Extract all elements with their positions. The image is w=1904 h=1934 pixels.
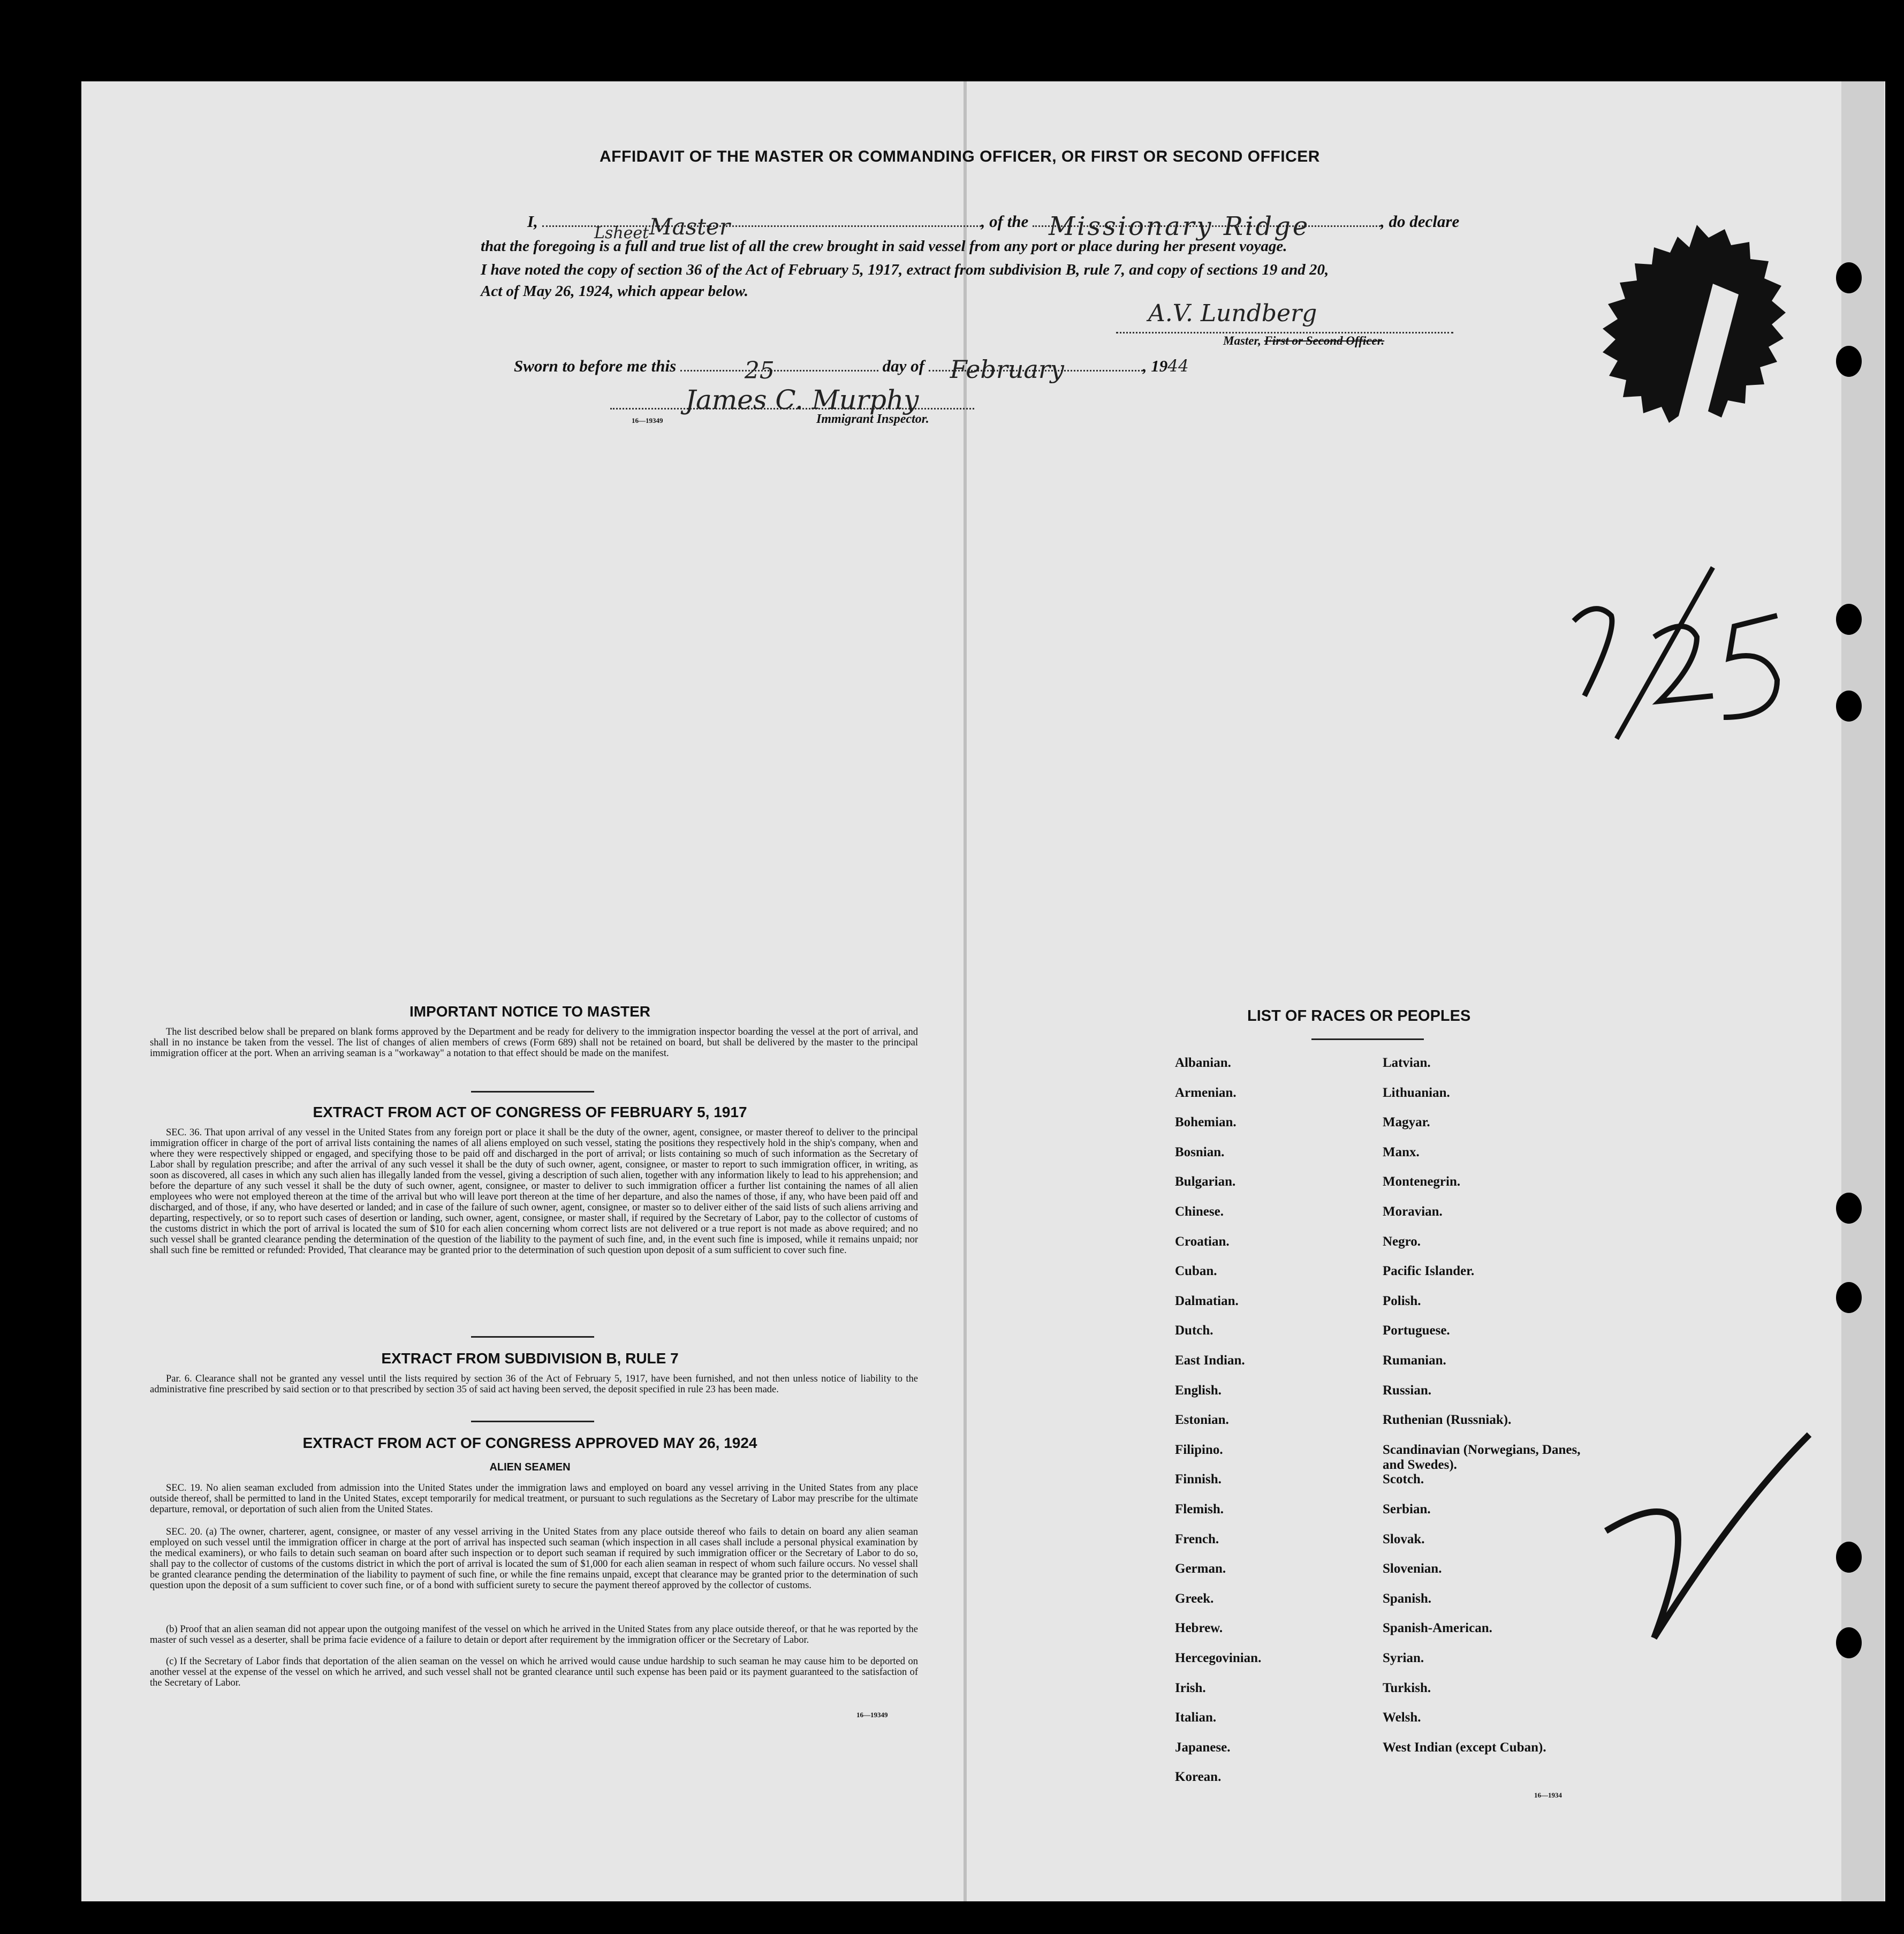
punch-hole [1836,1627,1862,1658]
extract-form-number: 16—19349 [856,1711,888,1719]
race-item: Filipino. [1175,1442,1223,1457]
page-number-annotation [1552,557,1831,760]
caption-master: Master, [1223,334,1261,347]
race-item: Flemish. [1175,1502,1224,1516]
affidavit-mid: , of the [981,212,1029,231]
day-handwriting: 25 [744,357,775,384]
race-item: Ruthenian (Russniak). [1383,1413,1512,1428]
day-field [680,357,878,384]
race-item: Finnish. [1175,1472,1222,1487]
divider [1311,1038,1424,1040]
race-item: Italian. [1175,1710,1217,1725]
extract-1924-title: EXTRACT FROM ACT OF CONGRESS APPROVED MAY 26, 1924 [302,1435,757,1451]
race-item: Moravian. [1383,1204,1443,1219]
over-handwriting: Lsheet [594,224,649,242]
punch-hole [1836,1193,1862,1224]
race-item: Hercegovinian. [1175,1651,1262,1665]
race-item: East Indian. [1175,1353,1245,1368]
race-item: Polish. [1383,1293,1421,1308]
race-item: Magyar. [1383,1115,1430,1130]
punch-hole [1836,1542,1862,1573]
checkmark-annotation [1595,1424,1820,1649]
inspector-caption: Immigrant Inspector. [816,412,929,426]
punch-hole [1836,1282,1862,1313]
sec-20b-text: (b) Proof that an alien seaman did not appear upon the outgoing manifest of the vessel on which he arrived in the United States from any place outside thereof, or that he was reported by the master of such vessel as a deserter, shall be prima facie evidence of a failure to detain or deport after requirement by the immigration officer or the Secretary of Labor. [150,1624,918,1645]
race-item: Hebrew. [1175,1621,1223,1636]
inspector-signature: James C. Murphy [685,384,919,415]
race-item: Rumanian. [1383,1353,1446,1368]
year-handwriting: 44 [1167,357,1189,376]
race-item: English. [1175,1383,1222,1398]
year-prefix: , 19 [1142,357,1168,375]
race-item: Bulgarian. [1175,1174,1236,1189]
race-item: Bosnian. [1175,1144,1225,1159]
sec-19-text: SEC. 19. No alien seaman excluded from admission into the United States under the immigration laws and employed on board any vessel arriving in the United States from any place outside thereof, shall be permitted to land in the United States, except temporarily for medical treatment, or pursuant to such regulations as the Secretary of Labor may prescribe for the ultimate departure, removal, or deportation of such alien from the United States. [150,1483,918,1515]
race-item: Latvian. [1383,1056,1431,1070]
punch-hole [1836,346,1862,377]
extract-1917-text: SEC. 36. That upon arrival of any vessel in the United States from any foreign port or place it shall be the duty of the owner, agent, consignee, or master thereof to deliver to the principal immigration officer in charge of the port of arrival lists containing the names of all aliens employed on such vessel, stating the positions they respectively hold in the ship's company, when and where they were respectively shipped or engaged, and specifying those to be paid off and discharged in the port of arrival; or lists containing so much of such information as the Secretary of Labor shall by regulation prescribe; and after the arrival of any such vessel it shall be the duty of such owner, agent, consignee, or master to report to such immigration officer, in writing, as soon as discovered, all cases in which any such alien has illegally landed from the vessel, giving a description of such alien, together with any information likely to lead to his apprehension; and before the departure of any such vessel it shall be the duty of such owner, agent, consignee, or master to deliver to such immigration officer a further list containing the names of all alien employees who were not employed thereon at the time of the arrival but who will leave port thereon at the time of her departure, and also the names of those, if any, who have been paid off and discharged, and of those, if any, who have deserted or landed; and in case of the failure of such owner, agent, consignee, or master so to deliver either of the said lists of such aliens arriving and departing, respectively, or so to report such cases of desertion or landing, such owner, agent, consignee, or master shall, if required by the Secretary of Labor, pay to the collector of customs of the customs district in which the port of arrival is located the sum of $10 for each alien concerning whom correct lists are not delivered or a true report is not made as above required; and no such vessel shall be granted clearance pending the determination of the question of the liability to the payment of such fine, and, in the event such fine is imposed, while it remains unpaid; nor shall such fine be remitted or refunded: Provided, That clearance may be granted prior to the determination of such question upon deposit of a sum sufficient to cover such fine. [150,1127,918,1256]
name-handwriting: Master [649,214,730,240]
affidavit-title: AFFIDAVIT OF THE MASTER OR COMMANDING OFFICER, OR FIRST OR SECOND OFFICER [600,148,1320,165]
races-form-number: 16—1934 [1534,1791,1562,1799]
race-item: Scotch. [1383,1472,1424,1487]
divider [471,1421,594,1422]
race-item: Portuguese. [1383,1323,1450,1338]
race-item: Estonian. [1175,1413,1229,1428]
punch-hole [1836,262,1862,293]
divider [471,1336,594,1338]
races-title: LIST OF RACES OR PEOPLES [1247,1007,1471,1025]
race-item: German. [1175,1561,1226,1576]
affidavit-line-4: Act of May 26, 1924, which appear below. [481,283,748,300]
race-item: Japanese. [1175,1740,1231,1755]
notice-title: IMPORTANT NOTICE TO MASTER [409,1003,651,1020]
race-item: Serbian. [1383,1502,1431,1516]
sworn-line [514,355,1189,384]
race-item: Spanish-American. [1383,1621,1492,1636]
affidavit-suffix: , do declare [1380,212,1460,231]
race-item: Lithuanian. [1383,1085,1450,1100]
race-item: Dutch. [1175,1323,1213,1338]
race-item: Croatian. [1175,1234,1230,1249]
notary-seal [1568,219,1825,471]
punch-hole [1836,604,1862,635]
vessel-field [1033,211,1380,241]
center-fold [964,81,967,1901]
race-item: Russian. [1383,1383,1432,1398]
signature-caption [1223,334,1384,348]
race-item: Scandinavian (Norwegians, Danes, and Swedes). [1383,1442,1581,1472]
race-item: Dalmatian. [1175,1293,1239,1308]
race-item: West Indian (except Cuban). [1383,1740,1546,1755]
extract-1924-subtitle: ALIEN SEAMEN [489,1461,571,1473]
punch-hole [1836,691,1862,722]
extract-1917-title: EXTRACT FROM ACT OF CONGRESS OF FEBRUARY 5, 1917 [313,1104,747,1120]
race-item: Manx. [1383,1144,1420,1159]
race-item: Korean. [1175,1770,1222,1785]
race-item: Slovak. [1383,1531,1425,1546]
race-item: Spanish. [1383,1591,1432,1606]
race-item: Cuban. [1175,1264,1217,1279]
affidavit-line-2: that the foregoing is a full and true list of all the crew brought in said vessel from any port or place during her present voyage. [481,238,1287,255]
day-label: day of [882,357,924,375]
caption-officer: First or Second Officer. [1264,334,1385,347]
divider [471,1091,594,1093]
month-handwriting: February [950,355,1064,384]
sec-20a-text: SEC. 20. (a) The owner, charterer, agent, consignee, or master of any vessel arriving in the United States from any place outside thereof who fails to detain on board any alien seaman employed on such vessel until the immigration officer in charge at the port of arrival has inspected such seaman (which inspection in all cases shall include a personal physical examination by the medical examiners), or who fails to detain such seaman on board after such inspection or to deport such seaman if required by such immigration officer or the Secretary of Labor to do so, shall pay to the collector of customs of the customs district in which the port of arrival is located the sum of $1,000 for each alien seaman in respect of whom such failure occurs. No vessel shall be granted clearance pending the determination of the liability to payment of such fine, or while the fine remains unpaid, except that clearance may be granted prior to the determination of such question upon the deposit of a sum sufficient to cover such fine, or of a bond with sufficient surety to secure the payment thereof approved by the collector of customs. [150,1527,918,1591]
race-item: Greek. [1175,1591,1214,1606]
race-item: Pacific Islander. [1383,1264,1475,1279]
affidavit-form-number: 16—19349 [632,416,663,424]
race-item: Albanian. [1175,1056,1231,1070]
subdivision-b-title: EXTRACT FROM SUBDIVISION B, RULE 7 [381,1350,679,1367]
page-number-text [1606,594,1607,595]
race-item: Slovenian. [1383,1561,1442,1576]
race-item: Irish. [1175,1680,1206,1695]
race-item: Bohemian. [1175,1115,1237,1130]
sworn-prefix: Sworn to before me this [514,357,677,375]
race-item: Welsh. [1383,1710,1421,1725]
affidavit-line-3: I have noted the copy of section 36 of the Act of February 5, 1917, extract from subdivision B, rule 7, and copy of sections 19 and 20, [481,261,1329,278]
sec-20c-text: (c) If the Secretary of Labor finds that deportation of the alien seaman on the vessel on which he arrived would cause undue hardship to such seaman he may cause him to be deported on another vessel at the expense of the vessel on which he arrived, and such vessel shall not be granted clearance until such expense has been paid or its payment guaranteed to the satisfaction of the Secretary of Labor. [150,1656,918,1688]
affidavit-prefix: I, [527,212,538,231]
race-item: Armenian. [1175,1085,1237,1100]
race-item: Montenegrin. [1383,1174,1461,1189]
race-item: Chinese. [1175,1204,1224,1219]
race-item: Syrian. [1383,1651,1424,1665]
month-field [929,355,1143,384]
vessel-handwriting: Missionary Ridge [1049,211,1310,241]
master-signature: A.V. Lundberg [1148,300,1317,327]
race-item: French. [1175,1531,1219,1546]
race-item: Turkish. [1383,1680,1431,1695]
subdivision-b-text: Par. 6. Clearance shall not be granted any vessel until the lists required by section 36 of the Act of February 5, 1917, have been furnished, and not then unless notice of liability to the administrative fine prescribed by said section or to that prescribed by section 35 of said act having been served, the deposit specified in rule 23 has been made. [150,1374,918,1395]
race-item: Negro. [1383,1234,1421,1249]
notice-text: The list described below shall be prepared on blank forms approved by the Department and be ready for delivery to the immigration inspector boarding the vessel at the port of arrival, and shall in no instance be taken from the vessel. The list of changes of alien members of crews (Form 689) shall not be retained on board, but shall be delivered by the master to the principal immigration officer at the port. When an arriving seaman is a "workaway" a notation to that effect should be made on the manifest. [150,1027,918,1059]
